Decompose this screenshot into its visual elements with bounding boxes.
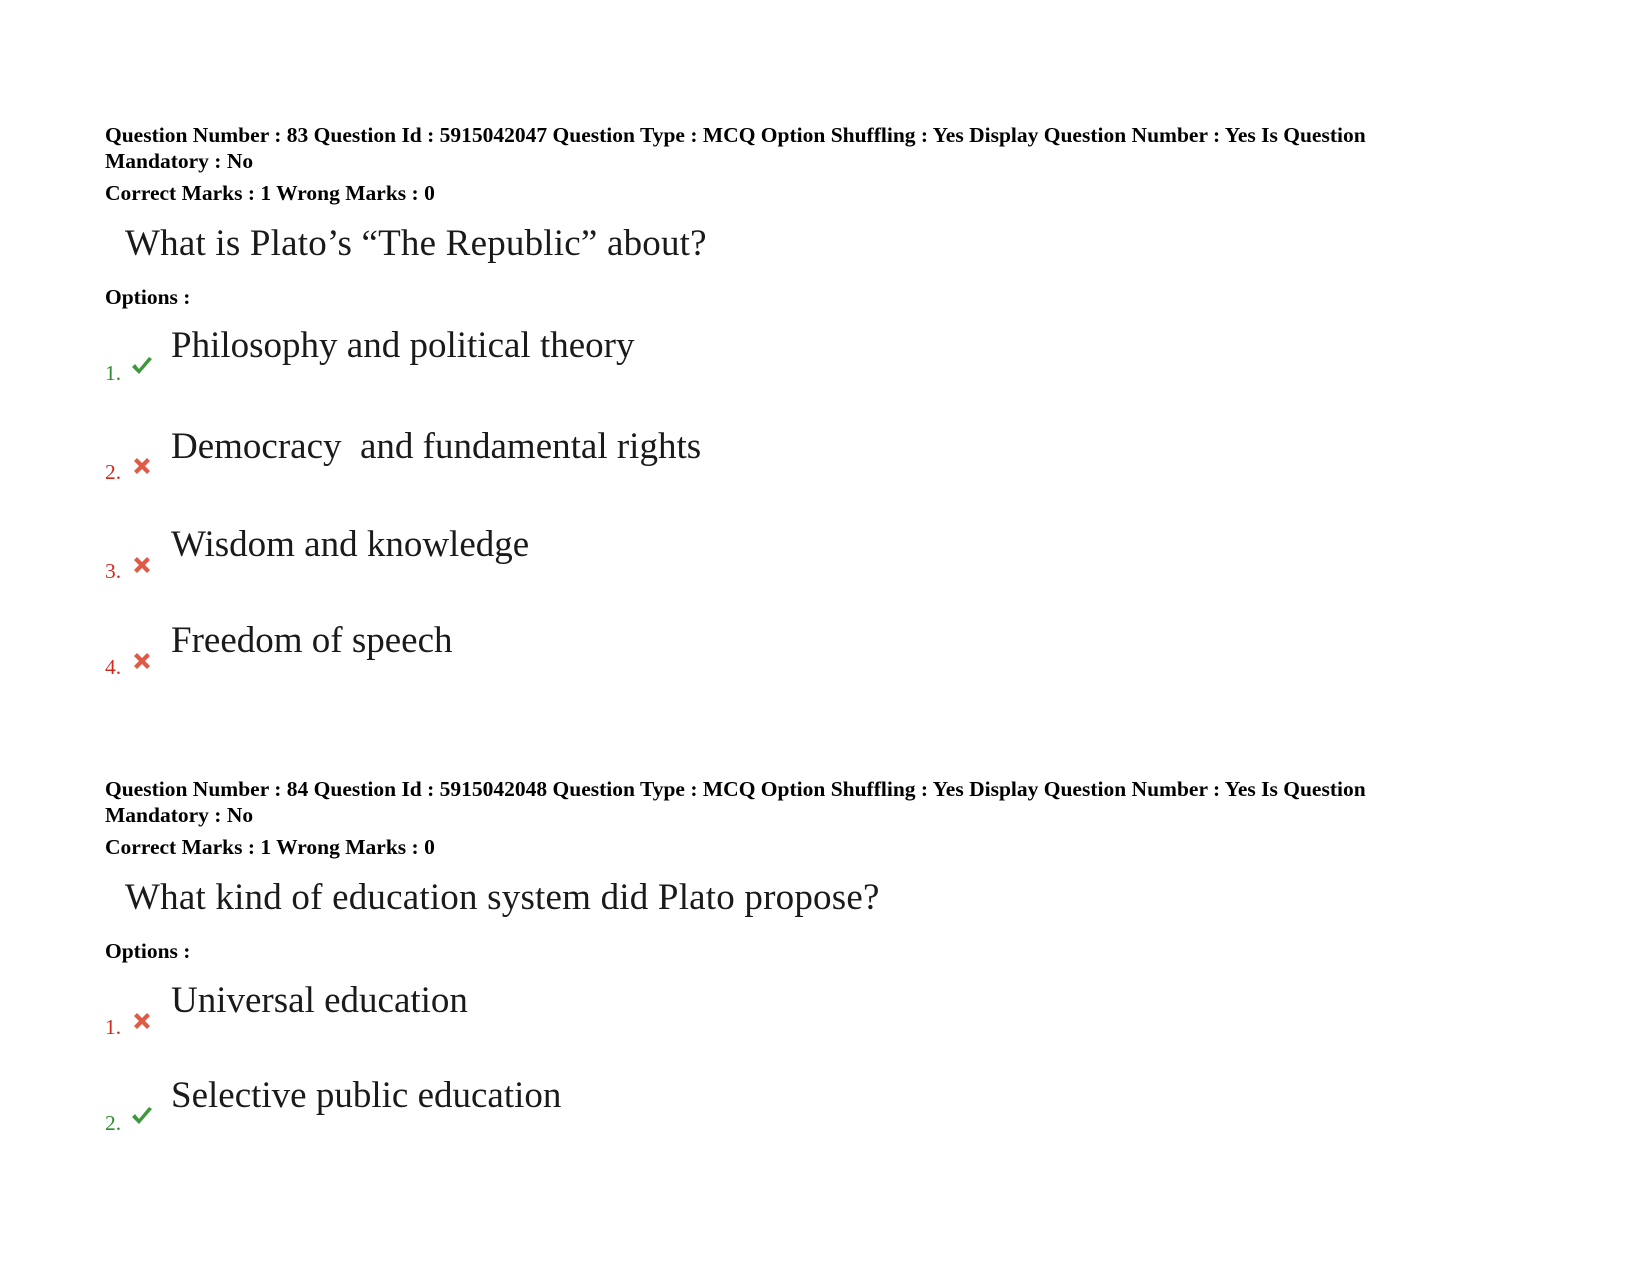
option-text: Selective public education [171, 1075, 562, 1116]
option-number: 4. [105, 655, 122, 679]
question-meta-line: Question Number : 84 Question Id : 5915042048 Question Type : MCQ Option Shuffling : Yes Display Question Number : Yes Is Question [105, 777, 1366, 801]
options-label: Options : [105, 285, 191, 309]
cross-icon [130, 1009, 154, 1033]
option-item [105, 622, 1525, 726]
option-number: 3. [105, 559, 122, 583]
question-meta-line: Mandatory : No [105, 803, 254, 827]
question-marks: Correct Marks : 1 Wrong Marks : 0 [105, 181, 435, 205]
option-text: Universal education [171, 980, 468, 1021]
option-number: 2. [105, 1111, 122, 1135]
question-meta-line: Mandatory : No [105, 149, 254, 173]
option-number: 1. [105, 361, 122, 385]
question-text: What kind of education system did Plato propose? [125, 877, 880, 918]
option-text: Wisdom and knowledge [171, 524, 530, 565]
options-list [105, 964, 1525, 1166]
option-item [105, 310, 1525, 414]
question-marks: Correct Marks : 1 Wrong Marks : 0 [105, 835, 435, 859]
question-meta [105, 122, 1525, 174]
question-text: What is Plato’s “The Republic” about? [125, 223, 707, 264]
check-icon [130, 354, 154, 378]
cross-icon [130, 454, 154, 478]
cross-icon [130, 649, 154, 673]
cross-icon [130, 553, 154, 577]
check-icon [130, 1104, 154, 1128]
option-text: Freedom of speech [171, 620, 453, 661]
option-item [105, 414, 1525, 518]
option-item [105, 518, 1525, 622]
question-block [105, 122, 1525, 726]
question-meta [105, 776, 1525, 828]
question-block [105, 776, 1525, 1166]
options-label: Options : [105, 939, 191, 963]
option-text: Democracy and fundamental rights [171, 426, 702, 467]
option-number: 1. [105, 1015, 122, 1039]
options-list [105, 310, 1525, 726]
option-number: 2. [105, 460, 122, 484]
option-item [105, 1065, 1525, 1166]
question-meta-line: Question Number : 83 Question Id : 5915042047 Question Type : MCQ Option Shuffling : Yes Display Question Number : Yes Is Question [105, 123, 1366, 147]
option-text: Philosophy and political theory [171, 325, 635, 366]
option-item [105, 964, 1525, 1065]
